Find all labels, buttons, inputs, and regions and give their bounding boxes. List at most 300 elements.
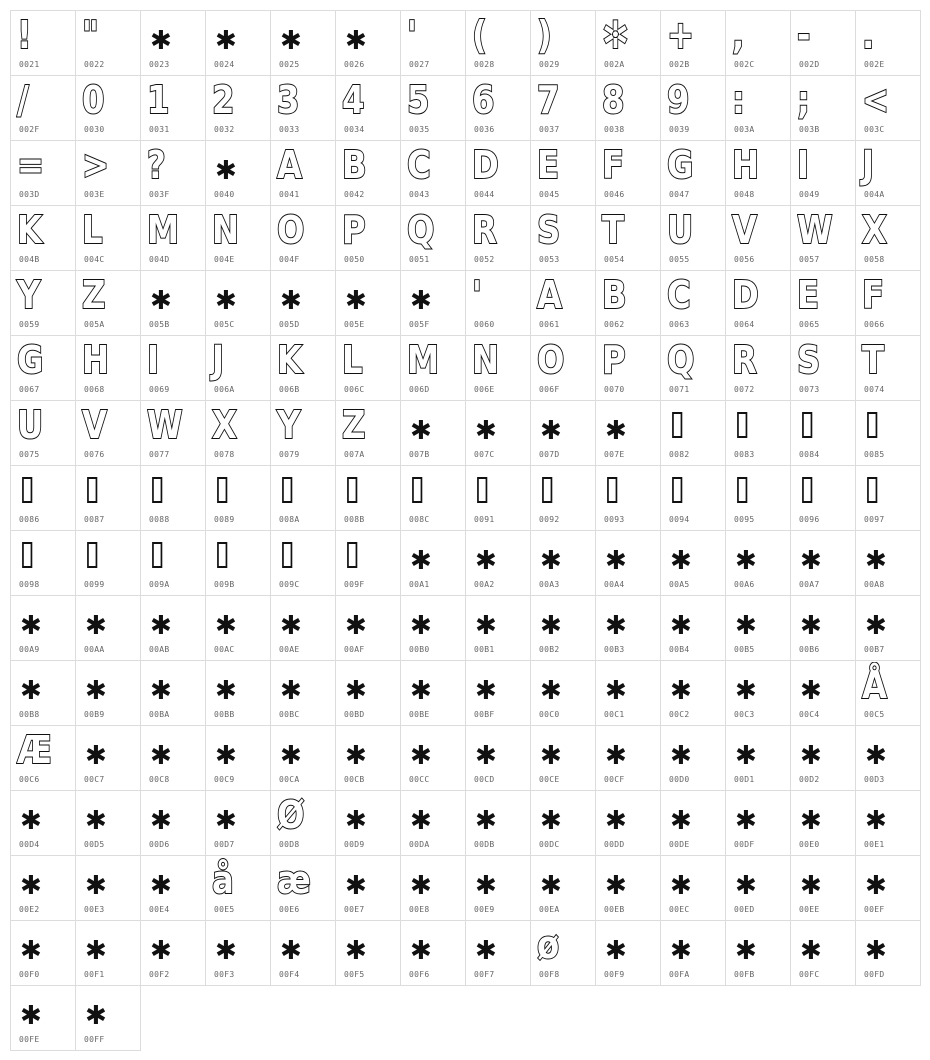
glyph-cell bbox=[530, 660, 596, 726]
glyph-cell bbox=[270, 790, 336, 856]
notdef-box bbox=[412, 477, 422, 503]
glyph-cell bbox=[75, 270, 141, 336]
missing-glyph-icon: ✱ bbox=[150, 936, 172, 966]
glyph-preview: + bbox=[667, 13, 695, 57]
glyph-cell bbox=[465, 465, 531, 531]
codepoint-label: 0043 bbox=[409, 190, 430, 199]
missing-glyph-icon: ✱ bbox=[85, 741, 107, 771]
missing-glyph-icon: ✱ bbox=[800, 676, 822, 706]
glyph-cell bbox=[270, 595, 336, 661]
glyph-preview: V bbox=[732, 208, 758, 252]
glyph-cell bbox=[205, 400, 271, 466]
codepoint-label: 0098 bbox=[19, 580, 40, 589]
glyph-cell bbox=[270, 400, 336, 466]
glyph-preview: 4 bbox=[342, 78, 365, 122]
codepoint-label: 0058 bbox=[864, 255, 885, 264]
glyph-cell bbox=[530, 920, 596, 986]
glyph-preview: L bbox=[82, 208, 103, 252]
codepoint-label: 00A4 bbox=[604, 580, 625, 589]
glyph-cell bbox=[270, 465, 336, 531]
glyph-cell bbox=[790, 530, 856, 596]
codepoint-label: 004C bbox=[84, 255, 105, 264]
codepoint-label: 00ED bbox=[734, 905, 755, 914]
codepoint-label: 00E2 bbox=[19, 905, 40, 914]
missing-glyph-icon: ✱ bbox=[410, 546, 432, 576]
glyph-cell bbox=[465, 335, 531, 401]
glyph-cell bbox=[725, 400, 791, 466]
codepoint-label: 0089 bbox=[214, 515, 235, 524]
glyph-cell bbox=[205, 920, 271, 986]
glyph-cell bbox=[75, 335, 141, 401]
codepoint-label: 00AF bbox=[344, 645, 365, 654]
missing-glyph-icon: ✱ bbox=[85, 676, 107, 706]
codepoint-label: 00F5 bbox=[344, 970, 365, 979]
notdef-box-icon bbox=[17, 533, 58, 577]
missing-glyph-icon: ✱ bbox=[605, 611, 627, 641]
codepoint-label: 00E4 bbox=[149, 905, 170, 914]
codepoint-label: 00A7 bbox=[799, 580, 820, 589]
glyph-cell bbox=[725, 530, 791, 596]
missing-glyph-icon: ✱ bbox=[215, 936, 237, 966]
glyph-preview: M bbox=[147, 208, 180, 252]
codepoint-label: 0088 bbox=[149, 515, 170, 524]
glyph-preview: ' bbox=[472, 273, 482, 317]
glyph-cell bbox=[140, 400, 206, 466]
codepoint-label: 00FB bbox=[734, 970, 755, 979]
codepoint-label: 00A6 bbox=[734, 580, 755, 589]
codepoint-label: 0075 bbox=[19, 450, 40, 459]
missing-glyph-icon: ✱ bbox=[475, 676, 497, 706]
missing-glyph-icon: ✱ bbox=[280, 936, 302, 966]
missing-glyph-icon: ✱ bbox=[215, 611, 237, 641]
glyph-preview: F bbox=[602, 143, 625, 187]
missing-glyph-icon: ✱ bbox=[20, 871, 42, 901]
glyph-cell bbox=[725, 920, 791, 986]
glyph-preview: Z bbox=[342, 403, 366, 447]
glyph-cell bbox=[140, 140, 206, 206]
glyph-cell bbox=[855, 335, 921, 401]
glyph-cell bbox=[270, 335, 336, 401]
missing-glyph-icon: ✱ bbox=[345, 286, 367, 316]
glyph-cell bbox=[465, 725, 531, 791]
codepoint-label: 0078 bbox=[214, 450, 235, 459]
glyph-preview: T bbox=[862, 338, 885, 382]
glyph-cell bbox=[465, 855, 531, 921]
codepoint-label: 008A bbox=[279, 515, 300, 524]
codepoint-label: 0057 bbox=[799, 255, 820, 264]
notdef-box-icon bbox=[667, 468, 708, 512]
notdef-box bbox=[672, 477, 682, 503]
glyph-cell bbox=[660, 855, 726, 921]
codepoint-label: 0087 bbox=[84, 515, 105, 524]
codepoint-label: 0037 bbox=[539, 125, 560, 134]
missing-glyph-icon: ✱ bbox=[410, 806, 432, 836]
glyph-cell bbox=[595, 920, 661, 986]
missing-glyph-icon: ✱ bbox=[410, 936, 432, 966]
glyph-cell bbox=[140, 595, 206, 661]
codepoint-label: 002B bbox=[669, 60, 690, 69]
missing-glyph-icon: ✱ bbox=[20, 936, 42, 966]
glyph-cell bbox=[530, 270, 596, 336]
codepoint-label: 00B7 bbox=[864, 645, 885, 654]
codepoint-label: 0024 bbox=[214, 60, 235, 69]
notdef-box bbox=[152, 542, 162, 568]
glyph-cell bbox=[595, 335, 661, 401]
codepoint-label: 0067 bbox=[19, 385, 40, 394]
codepoint-label: 00A5 bbox=[669, 580, 690, 589]
glyph-cell bbox=[530, 335, 596, 401]
glyph-cell bbox=[465, 10, 531, 76]
glyph-cell bbox=[725, 335, 791, 401]
glyph-preview: U bbox=[667, 208, 694, 252]
glyph-cell bbox=[790, 855, 856, 921]
glyph-cell bbox=[10, 920, 76, 986]
missing-glyph-icon: ✱ bbox=[280, 611, 302, 641]
missing-glyph-icon: ✱ bbox=[800, 611, 822, 641]
glyph-cell bbox=[75, 660, 141, 726]
glyph-preview: Y bbox=[277, 403, 301, 447]
glyph-cell bbox=[725, 465, 791, 531]
missing-glyph-icon: ✱ bbox=[670, 936, 692, 966]
codepoint-label: 0023 bbox=[149, 60, 170, 69]
notdef-box-icon bbox=[82, 533, 123, 577]
codepoint-label: 00CF bbox=[604, 775, 625, 784]
codepoint-label: 0041 bbox=[279, 190, 300, 199]
codepoint-label: 002A bbox=[604, 60, 625, 69]
codepoint-label: 00C5 bbox=[864, 710, 885, 719]
glyph-cell bbox=[10, 140, 76, 206]
glyph-preview: R bbox=[732, 338, 757, 382]
codepoint-label: 0050 bbox=[344, 255, 365, 264]
glyph-cell bbox=[10, 985, 76, 1051]
codepoint-label: 00EF bbox=[864, 905, 885, 914]
codepoint-label: 00CC bbox=[409, 775, 430, 784]
glyph-cell bbox=[140, 10, 206, 76]
glyph-preview: A bbox=[277, 143, 303, 187]
codepoint-label: 003E bbox=[84, 190, 105, 199]
glyph-cell bbox=[465, 790, 531, 856]
glyph-cell bbox=[400, 920, 466, 986]
glyph-cell bbox=[335, 335, 401, 401]
codepoint-label: 00CA bbox=[279, 775, 300, 784]
glyph-cell bbox=[660, 660, 726, 726]
glyph-cell bbox=[725, 790, 791, 856]
glyph-preview: < bbox=[862, 78, 890, 122]
codepoint-label: 0053 bbox=[539, 255, 560, 264]
notdef-box bbox=[607, 477, 617, 503]
notdef-box-icon bbox=[797, 468, 838, 512]
glyph-cell bbox=[205, 660, 271, 726]
glyph-cell bbox=[10, 335, 76, 401]
glyph-cell bbox=[75, 725, 141, 791]
codepoint-label: 0029 bbox=[539, 60, 560, 69]
notdef-box bbox=[87, 477, 97, 503]
codepoint-label: 0030 bbox=[84, 125, 105, 134]
codepoint-label: 007D bbox=[539, 450, 560, 459]
notdef-box bbox=[87, 542, 97, 568]
notdef-box-icon bbox=[732, 403, 773, 447]
codepoint-label: 00FC bbox=[799, 970, 820, 979]
glyph-preview: " bbox=[82, 13, 99, 57]
codepoint-label: 00C0 bbox=[539, 710, 560, 719]
codepoint-label: 009B bbox=[214, 580, 235, 589]
glyph-preview: / bbox=[17, 78, 29, 122]
glyph-preview: C bbox=[407, 143, 431, 187]
codepoint-label: 0061 bbox=[539, 320, 560, 329]
glyph-cell bbox=[660, 530, 726, 596]
codepoint-label: 0086 bbox=[19, 515, 40, 524]
missing-glyph-icon: ✱ bbox=[280, 26, 302, 56]
codepoint-label: 0059 bbox=[19, 320, 40, 329]
codepoint-label: 00E9 bbox=[474, 905, 495, 914]
notdef-box bbox=[282, 477, 292, 503]
glyph-cell bbox=[270, 920, 336, 986]
codepoint-label: 007E bbox=[604, 450, 625, 459]
glyph-cell bbox=[205, 75, 271, 141]
codepoint-label: 00C9 bbox=[214, 775, 235, 784]
missing-glyph-icon: ✱ bbox=[345, 806, 367, 836]
glyph-cell bbox=[140, 855, 206, 921]
codepoint-label: 0026 bbox=[344, 60, 365, 69]
codepoint-label: 00F8 bbox=[539, 970, 560, 979]
codepoint-label: 0027 bbox=[409, 60, 430, 69]
missing-glyph-icon: ✱ bbox=[735, 676, 757, 706]
glyph-preview: . bbox=[862, 13, 875, 57]
glyph-preview: 3 bbox=[277, 78, 300, 122]
glyph-cell bbox=[725, 10, 791, 76]
missing-glyph-icon: ✱ bbox=[345, 611, 367, 641]
glyph-preview: B bbox=[342, 143, 367, 187]
missing-glyph-icon: ✱ bbox=[540, 546, 562, 576]
codepoint-label: 00A2 bbox=[474, 580, 495, 589]
codepoint-label: 00EA bbox=[539, 905, 560, 914]
glyph-cell bbox=[855, 75, 921, 141]
missing-glyph-icon: ✱ bbox=[605, 741, 627, 771]
notdef-box bbox=[22, 542, 32, 568]
codepoint-label: 00AB bbox=[149, 645, 170, 654]
missing-glyph-icon: ✱ bbox=[85, 1001, 107, 1031]
missing-glyph-icon: ✱ bbox=[605, 546, 627, 576]
glyph-cell bbox=[270, 140, 336, 206]
glyph-cell bbox=[855, 10, 921, 76]
glyph-cell bbox=[75, 75, 141, 141]
glyph-cell bbox=[400, 400, 466, 466]
glyph-preview: ( bbox=[472, 13, 487, 57]
codepoint-label: 00FF bbox=[84, 1035, 105, 1044]
codepoint-label: 004B bbox=[19, 255, 40, 264]
missing-glyph-icon: ✱ bbox=[150, 26, 172, 56]
codepoint-label: 0073 bbox=[799, 385, 820, 394]
glyph-preview: S bbox=[537, 208, 561, 252]
glyph-cell bbox=[530, 10, 596, 76]
glyph-cell bbox=[790, 10, 856, 76]
missing-glyph-icon: ✱ bbox=[735, 741, 757, 771]
missing-glyph-icon: ✱ bbox=[150, 871, 172, 901]
codepoint-label: 00B5 bbox=[734, 645, 755, 654]
missing-glyph-icon: ✱ bbox=[605, 676, 627, 706]
codepoint-label: 00E6 bbox=[279, 905, 300, 914]
codepoint-label: 00F0 bbox=[19, 970, 40, 979]
codepoint-label: 0042 bbox=[344, 190, 365, 199]
glyph-cell bbox=[855, 140, 921, 206]
codepoint-label: 0093 bbox=[604, 515, 625, 524]
glyph-cell bbox=[335, 920, 401, 986]
codepoint-label: 008C bbox=[409, 515, 430, 524]
glyph-grid bbox=[10, 10, 920, 1050]
codepoint-label: 00A9 bbox=[19, 645, 40, 654]
glyph-cell bbox=[205, 205, 271, 271]
glyph-cell bbox=[75, 855, 141, 921]
glyph-preview: C bbox=[667, 273, 691, 317]
codepoint-label: 0077 bbox=[149, 450, 170, 459]
codepoint-label: 00B1 bbox=[474, 645, 495, 654]
missing-glyph-icon: ✱ bbox=[670, 611, 692, 641]
codepoint-label: 0056 bbox=[734, 255, 755, 264]
glyph-preview: Y bbox=[17, 273, 41, 317]
glyph-cell bbox=[465, 270, 531, 336]
notdef-box-icon bbox=[602, 468, 643, 512]
codepoint-label: 00C6 bbox=[19, 775, 40, 784]
glyph-preview: N bbox=[472, 338, 500, 382]
codepoint-label: 002C bbox=[734, 60, 755, 69]
glyph-preview: ! bbox=[17, 13, 32, 57]
glyph-cell bbox=[10, 465, 76, 531]
missing-glyph-icon: ✱ bbox=[150, 741, 172, 771]
codepoint-label: 00BE bbox=[409, 710, 430, 719]
codepoint-label: 00BF bbox=[474, 710, 495, 719]
glyph-cell bbox=[465, 140, 531, 206]
notdef-box-icon bbox=[732, 468, 773, 512]
missing-glyph-icon: ✱ bbox=[150, 676, 172, 706]
codepoint-label: 0051 bbox=[409, 255, 430, 264]
glyph-preview: R bbox=[472, 208, 497, 252]
glyph-preview: Q bbox=[407, 208, 435, 252]
glyph-cell bbox=[725, 75, 791, 141]
glyph-preview: V bbox=[82, 403, 108, 447]
codepoint-label: 00AE bbox=[279, 645, 300, 654]
codepoint-label: 00B3 bbox=[604, 645, 625, 654]
glyph-cell bbox=[790, 790, 856, 856]
codepoint-label: 00A1 bbox=[409, 580, 430, 589]
glyph-cell bbox=[270, 530, 336, 596]
codepoint-label: 00CE bbox=[539, 775, 560, 784]
codepoint-label: 00DB bbox=[474, 840, 495, 849]
glyph-cell bbox=[530, 465, 596, 531]
glyph-cell bbox=[10, 400, 76, 466]
glyph-cell bbox=[335, 725, 401, 791]
glyph-cell bbox=[790, 205, 856, 271]
glyph-cell bbox=[140, 335, 206, 401]
glyph-cell bbox=[595, 400, 661, 466]
codepoint-label: 009A bbox=[149, 580, 170, 589]
codepoint-label: 0070 bbox=[604, 385, 625, 394]
codepoint-label: 00C8 bbox=[149, 775, 170, 784]
glyph-cell bbox=[660, 140, 726, 206]
missing-glyph-icon: ✱ bbox=[150, 611, 172, 641]
missing-glyph-icon: ✱ bbox=[20, 1001, 42, 1031]
codepoint-label: 005D bbox=[279, 320, 300, 329]
notdef-box-icon bbox=[82, 468, 123, 512]
glyph-cell bbox=[75, 400, 141, 466]
codepoint-label: 00A8 bbox=[864, 580, 885, 589]
glyph-cell bbox=[595, 790, 661, 856]
codepoint-label: 0060 bbox=[474, 320, 495, 329]
glyph-preview: 7 bbox=[537, 78, 560, 122]
glyph-cell bbox=[400, 725, 466, 791]
glyph-cell bbox=[790, 660, 856, 726]
codepoint-label: 0036 bbox=[474, 125, 495, 134]
codepoint-label: 00B6 bbox=[799, 645, 820, 654]
missing-glyph-icon: ✱ bbox=[800, 741, 822, 771]
codepoint-label: 00F7 bbox=[474, 970, 495, 979]
glyph-cell bbox=[400, 10, 466, 76]
glyph-cell bbox=[660, 725, 726, 791]
glyph-preview: F bbox=[862, 273, 885, 317]
notdef-box bbox=[347, 542, 357, 568]
missing-glyph-icon: ✱ bbox=[215, 676, 237, 706]
glyph-cell bbox=[530, 530, 596, 596]
glyph-preview: T bbox=[602, 208, 625, 252]
glyph-preview: Ø bbox=[277, 793, 305, 837]
glyph-cell bbox=[140, 270, 206, 336]
glyph-preview: X bbox=[862, 208, 887, 252]
glyph-preview: ' bbox=[407, 13, 417, 57]
codepoint-label: 0048 bbox=[734, 190, 755, 199]
glyph-cell bbox=[400, 530, 466, 596]
missing-glyph-icon: ✱ bbox=[800, 871, 822, 901]
notdef-box-icon bbox=[472, 468, 513, 512]
codepoint-label: 00D7 bbox=[214, 840, 235, 849]
codepoint-label: 00BC bbox=[279, 710, 300, 719]
glyph-cell bbox=[790, 595, 856, 661]
codepoint-label: 00B0 bbox=[409, 645, 430, 654]
glyph-cell bbox=[205, 530, 271, 596]
codepoint-label: 0063 bbox=[669, 320, 690, 329]
glyph-cell bbox=[660, 10, 726, 76]
codepoint-label: 003F bbox=[149, 190, 170, 199]
glyph-cell bbox=[530, 75, 596, 141]
codepoint-label: 0097 bbox=[864, 515, 885, 524]
codepoint-label: 00BB bbox=[214, 710, 235, 719]
codepoint-label: 00E3 bbox=[84, 905, 105, 914]
codepoint-label: 009F bbox=[344, 580, 365, 589]
glyph-cell bbox=[660, 335, 726, 401]
glyph-preview: U bbox=[17, 403, 44, 447]
glyph-preview: B bbox=[602, 273, 627, 317]
glyph-preview: J bbox=[862, 143, 875, 187]
missing-glyph-icon: ✱ bbox=[540, 741, 562, 771]
notdef-box-icon bbox=[862, 403, 903, 447]
glyph-cell bbox=[140, 790, 206, 856]
glyph-cell bbox=[140, 465, 206, 531]
glyph-cell bbox=[855, 465, 921, 531]
codepoint-label: 0095 bbox=[734, 515, 755, 524]
notdef-box-icon bbox=[212, 533, 253, 577]
glyph-cell bbox=[75, 10, 141, 76]
codepoint-label: 00DE bbox=[669, 840, 690, 849]
codepoint-label: 00E7 bbox=[344, 905, 365, 914]
glyph-preview: J bbox=[212, 338, 225, 382]
codepoint-label: 002E bbox=[864, 60, 885, 69]
glyph-cell bbox=[400, 855, 466, 921]
codepoint-label: 00E0 bbox=[799, 840, 820, 849]
codepoint-label: 0025 bbox=[279, 60, 300, 69]
codepoint-label: 0046 bbox=[604, 190, 625, 199]
missing-glyph-icon: ✱ bbox=[280, 741, 302, 771]
glyph-cell bbox=[10, 205, 76, 271]
glyph-cell bbox=[10, 270, 76, 336]
glyph-cell bbox=[855, 790, 921, 856]
